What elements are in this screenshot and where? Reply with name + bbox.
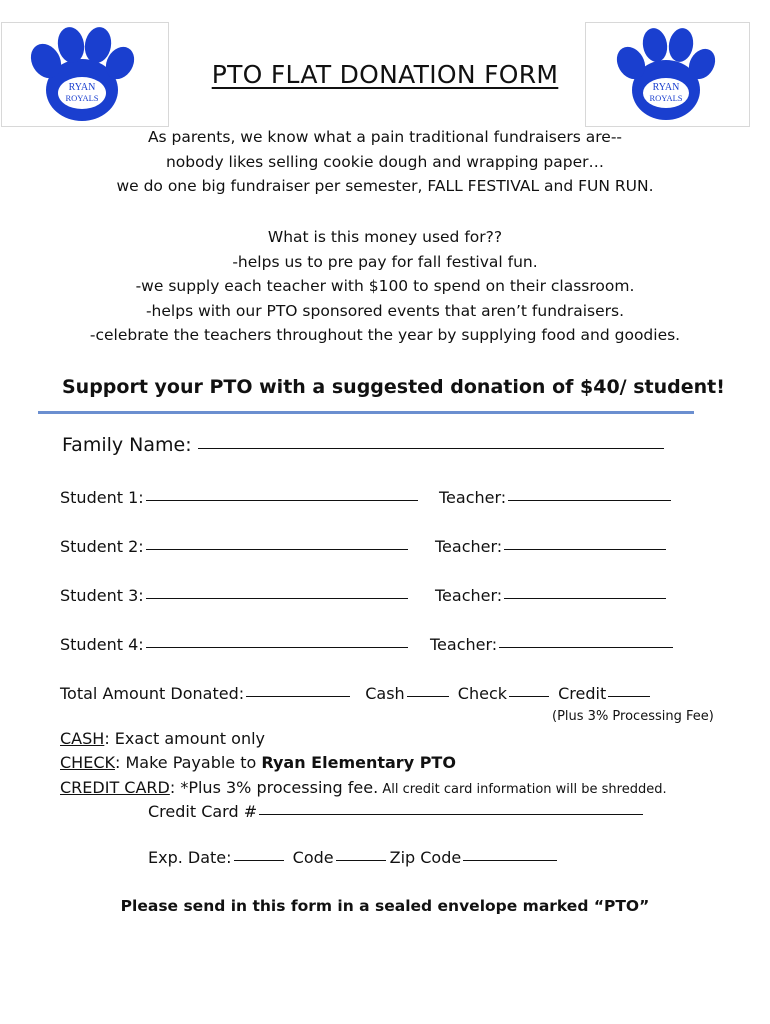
uses-item: -helps with our PTO sponsored events that aren’t fundraisers. bbox=[145, 301, 625, 320]
cash-instruction bbox=[60, 729, 265, 748]
card-text: : *Plus 3% processing fee. bbox=[169, 778, 379, 797]
svg-text:RYAN: RYAN bbox=[652, 82, 680, 93]
check-heading: CHECK bbox=[60, 753, 115, 772]
student-label: Student 1: bbox=[60, 488, 144, 507]
check-label: Check bbox=[457, 684, 507, 703]
student-name-field[interactable] bbox=[146, 598, 408, 599]
zip-label: Zip Code bbox=[389, 848, 462, 867]
card-number-row bbox=[148, 802, 647, 821]
teacher-name-field[interactable] bbox=[508, 500, 671, 501]
svg-text:ROYALS: ROYALS bbox=[65, 93, 99, 103]
family-name-row bbox=[62, 434, 668, 456]
cash-heading: CASH bbox=[60, 729, 105, 748]
family-name-field[interactable] bbox=[198, 448, 664, 449]
teacher-group bbox=[439, 488, 675, 507]
code-field[interactable] bbox=[336, 860, 386, 861]
fee-note: (Plus 3% Processing Fee) bbox=[552, 709, 714, 724]
teacher-group bbox=[430, 635, 677, 654]
student-name-field[interactable] bbox=[146, 549, 408, 550]
page-title: PTO FLAT DONATION FORM bbox=[211, 60, 559, 89]
student-name-field[interactable] bbox=[146, 647, 408, 648]
zip-field[interactable] bbox=[463, 860, 557, 861]
footer-instruction: Please send in this form in a sealed envelope marked “PTO” bbox=[120, 897, 650, 915]
uses-item: -helps us to pre pay for fall festival fun. bbox=[232, 252, 538, 271]
card-note: All credit card information will be shredded. bbox=[378, 782, 667, 797]
exp-label: Exp. Date: bbox=[148, 848, 232, 867]
svg-text:ROYALS: ROYALS bbox=[649, 93, 683, 103]
check-payee: Ryan Elementary PTO bbox=[261, 753, 456, 772]
total-amount-field[interactable] bbox=[246, 696, 350, 697]
check-field[interactable] bbox=[509, 696, 549, 697]
uses-question: What is this money used for?? bbox=[267, 228, 503, 246]
svg-text:RYAN: RYAN bbox=[68, 82, 96, 93]
student-name-field[interactable] bbox=[146, 500, 418, 501]
check-instruction bbox=[60, 753, 456, 772]
exp-field[interactable] bbox=[234, 860, 284, 861]
credit-field[interactable] bbox=[608, 696, 650, 697]
uses-list bbox=[0, 225, 770, 348]
uses-item: -we supply each teacher with $100 to spend on their classroom. bbox=[135, 277, 635, 295]
teacher-label: Teacher: bbox=[439, 488, 507, 507]
teacher-label: Teacher: bbox=[430, 635, 498, 654]
code-label: Code bbox=[292, 848, 334, 867]
student-label: Student 3: bbox=[60, 586, 144, 605]
credit-label: Credit bbox=[558, 684, 607, 703]
card-instruction bbox=[60, 778, 667, 797]
student-row bbox=[60, 537, 503, 556]
card-heading: CREDIT CARD bbox=[60, 778, 170, 797]
student-label: Student 2: bbox=[60, 537, 144, 556]
student-row bbox=[60, 488, 507, 507]
teacher-group bbox=[435, 586, 670, 605]
intro-text bbox=[0, 125, 770, 199]
uses-item: -celebrate the teachers throughout the year by supplying food and goodies. bbox=[89, 326, 681, 344]
teacher-label: Teacher: bbox=[435, 586, 503, 605]
support-heading: Support your PTO with a suggested donation of $40/ student! bbox=[62, 376, 725, 398]
cash-text: : Exact amount only bbox=[104, 729, 265, 748]
cash-field[interactable] bbox=[407, 696, 449, 697]
divider bbox=[38, 411, 694, 414]
intro-line: As parents, we know what a pain traditional fundraisers are-- bbox=[147, 128, 623, 146]
intro-line: nobody likes selling cookie dough and wrapping paper… bbox=[165, 152, 605, 171]
family-name-label: Family Name: bbox=[62, 434, 192, 456]
total-label: Total Amount Donated: bbox=[60, 684, 245, 703]
teacher-group bbox=[435, 537, 670, 556]
student-row bbox=[60, 635, 498, 654]
student-row bbox=[60, 586, 503, 605]
cash-label: Cash bbox=[365, 684, 405, 703]
student-label: Student 4: bbox=[60, 635, 144, 654]
card-details-row bbox=[148, 848, 561, 867]
teacher-name-field[interactable] bbox=[504, 598, 666, 599]
teacher-label: Teacher: bbox=[435, 537, 503, 556]
teacher-name-field[interactable] bbox=[499, 647, 673, 648]
intro-line: we do one big fundraiser per semester, FALL FESTIVAL and FUN RUN. bbox=[116, 177, 654, 195]
card-number-label: Credit Card # bbox=[148, 802, 258, 821]
card-number-field[interactable] bbox=[259, 814, 643, 815]
total-row bbox=[60, 684, 654, 703]
teacher-name-field[interactable] bbox=[504, 549, 666, 550]
check-text: : Make Payable to bbox=[114, 753, 262, 772]
